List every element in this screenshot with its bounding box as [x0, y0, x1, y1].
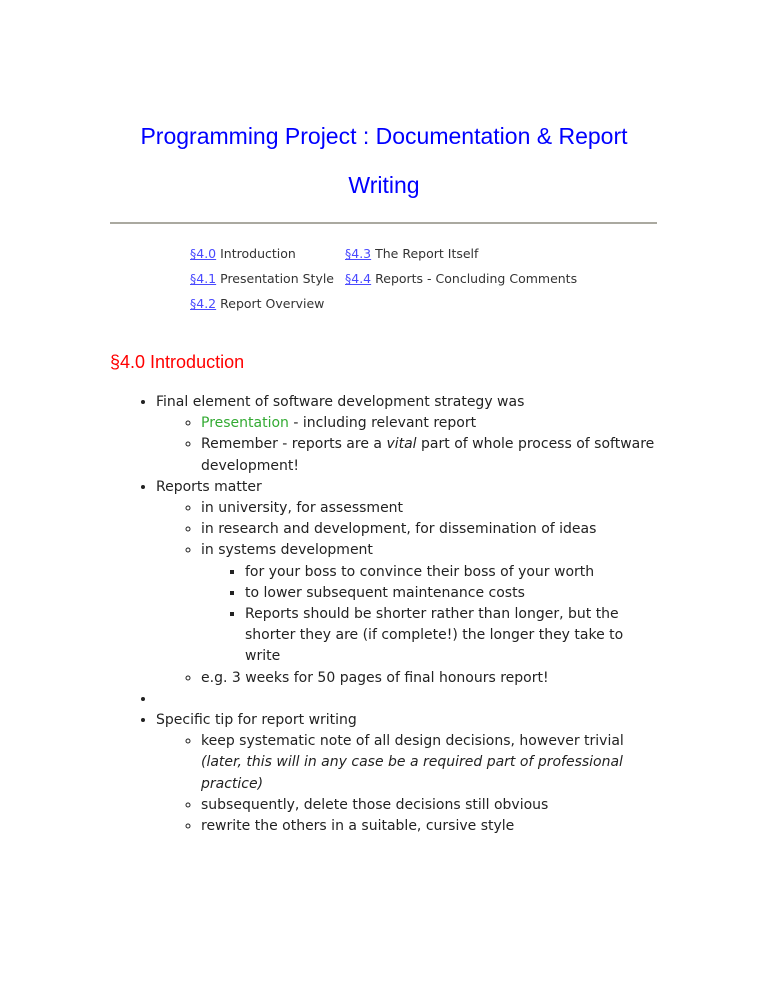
toc-link[interactable]: §4.1: [190, 271, 217, 286]
list-item: [156, 477, 656, 689]
toc-item-4-1: [190, 271, 334, 286]
toc-item-4-0: [190, 246, 296, 261]
list-item: [156, 392, 656, 477]
item-text: in systems development: [201, 542, 373, 559]
list-item: [201, 434, 656, 476]
list-item: ▪ Reports should be shorter rather than longer, but the shorter they are (if complete!) the longer they take to write: [245, 604, 656, 668]
list-item: ◦ subsequently, delete those decisions still obvious: [201, 795, 656, 816]
divider: [110, 222, 657, 224]
list-item: ▪ to lower subsequent maintenance costs: [245, 583, 656, 604]
list-item: ◦ e.g. 3 weeks for 50 pages of final honours report!: [201, 668, 656, 689]
list-item: [201, 413, 656, 434]
toc-item-4-3: [345, 246, 478, 261]
item-text: - including relevant report: [288, 415, 477, 432]
toc-link[interactable]: §4.2: [190, 296, 217, 311]
toc-label: Presentation Style: [220, 271, 334, 286]
emphasis-text: vital: [386, 436, 417, 453]
item-text: Specific tip for report writing: [156, 712, 357, 729]
page-title-line2: Writing: [348, 172, 420, 198]
item-text: Remember - reports are a: [201, 436, 387, 453]
highlight-text: Presentation: [201, 415, 289, 432]
list-item: ◦ in research and development, for dissemination of ideas: [201, 519, 656, 540]
toc-label: The Report Itself: [375, 246, 479, 261]
page-title-line1: Programming Project : Documentation & Report: [140, 123, 628, 149]
list-item: [201, 731, 656, 795]
list-item: [201, 540, 656, 667]
toc-item-4-4: [345, 271, 577, 286]
item-text: Final element of software development strategy was: [156, 394, 525, 410]
toc-link[interactable]: §4.0: [190, 246, 217, 261]
list-item: ▪ for your boss to convince their boss of your worth: [245, 562, 656, 583]
toc-label: Report Overview: [220, 296, 325, 311]
toc-item-4-2: [190, 296, 324, 311]
empty-list-item: [156, 689, 656, 710]
emphasis-text: (later, this will in any case be a required part of professional practice): [201, 754, 623, 792]
list-item: ◦ rewrite the others in a suitable, cursive style: [201, 816, 656, 837]
toc-link[interactable]: §4.4: [345, 271, 372, 286]
item-text: Reports matter: [156, 478, 262, 495]
item-text: keep systematic note of all design decisions, however trivial: [201, 733, 624, 750]
bullet-list: [110, 392, 656, 837]
item-text: part of whole process of software development!: [201, 436, 655, 474]
toc-label: Reports - Concluding Comments: [375, 271, 578, 286]
toc-label: Introduction: [220, 246, 296, 261]
section-heading: §4.0 Introduction: [110, 352, 245, 372]
toc-link[interactable]: §4.3: [345, 246, 372, 261]
list-item: [156, 710, 656, 837]
list-item: ◦ in university, for assessment: [201, 498, 656, 519]
